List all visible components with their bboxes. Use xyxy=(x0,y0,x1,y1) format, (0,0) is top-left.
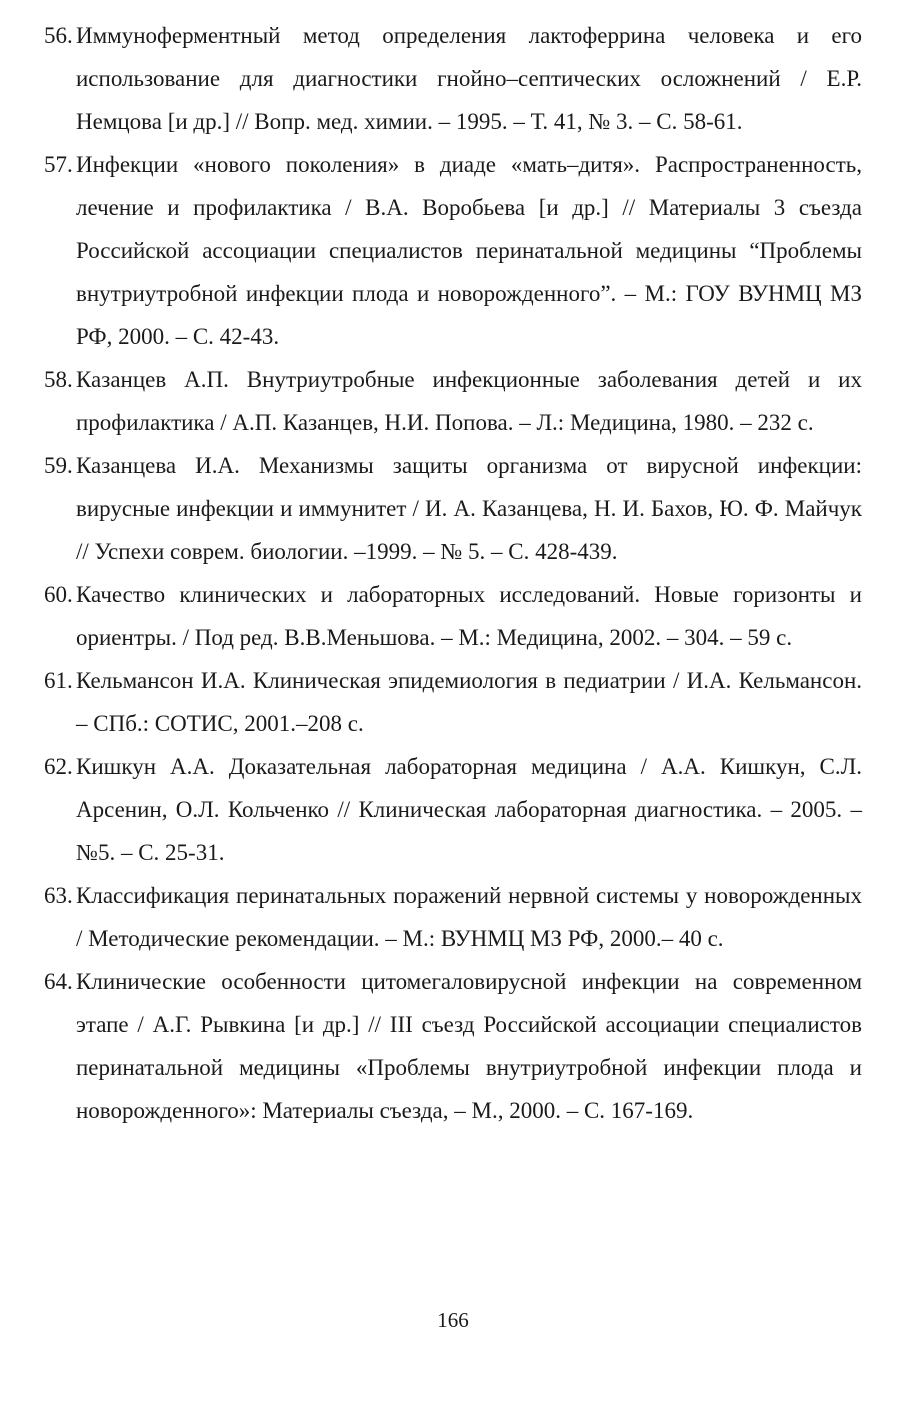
reference-number: 58. xyxy=(44,367,73,392)
reference-item xyxy=(44,659,862,745)
reference-text: Клинические особенности цитомегаловирусной инфекции на современном этапе / А.Г. Рывкина [и др.] // III съезд Российской ассоциации специалистов перинатальной медицины «Проблемы внутриутробной инфекции плода и новорожденного»: Материалы съезда, – М., 2000. – С. 167-169. xyxy=(76,969,862,1123)
reference-number: 64. xyxy=(44,969,73,994)
reference-text: Классификация перинатальных поражений нервной системы у новорожденных / Методические рекомендации. – М.: ВУНМЦ МЗ РФ, 2000.– 40 с. xyxy=(76,883,862,951)
reference-item xyxy=(44,358,862,444)
reference-item xyxy=(44,444,862,573)
reference-text: Качество клинических и лабораторных исследований. Новые горизонты и ориентры. / Под ред. В.В.Меньшова. – М.: Медицина, 2002. – 304. – 59 с. xyxy=(76,582,862,650)
reference-number: 60. xyxy=(44,582,73,607)
reference-number: 57. xyxy=(44,152,73,177)
reference-item xyxy=(44,14,862,143)
reference-item xyxy=(44,745,862,874)
reference-text: Казанцева И.А. Механизмы защиты организма от вирусной инфекции: вирусные инфекции и иммунитет / И. А. Казанцева, Н. И. Бахов, Ю. Ф. Майчук // Успехи соврем. биологии. –1999. – № 5. – С. 428-439. xyxy=(76,453,862,564)
reference-item xyxy=(44,874,862,960)
reference-list xyxy=(44,14,862,1132)
reference-item xyxy=(44,960,862,1132)
reference-text: Иммуноферментный метод определения лактоферрина человека и его использование для диагностики гнойно–септических осложнений / Е.Р. Немцова [и др.] // Вопр. мед. химии. – 1995. – Т. 41, № 3. – С. 58-61. xyxy=(76,23,862,134)
reference-number: 61. xyxy=(44,668,73,693)
reference-item xyxy=(44,573,862,659)
reference-number: 59. xyxy=(44,453,73,478)
reference-text: Кишкун А.А. Доказательная лабораторная медицина / А.А. Кишкун, С.Л. Арсенин, О.Л. Кольченко // Клиническая лабораторная диагностика. – 2005. – №5. – С. 25-31. xyxy=(76,754,862,865)
page-number: 166 xyxy=(437,1308,469,1332)
reference-text: Казанцев А.П. Внутриутробные инфекционные заболевания детей и их профилактика / А.П. Казанцев, Н.И. Попова. – Л.: Медицина, 1980. – 232 с. xyxy=(76,367,862,435)
reference-number: 56. xyxy=(44,23,73,48)
reference-number: 63. xyxy=(44,883,73,908)
reference-text: Кельмансон И.А. Клиническая эпидемиология в педиатрии / И.А. Кельмансон. – СПб.: СОТИС, 2001.–208 с. xyxy=(76,668,862,736)
reference-item xyxy=(44,143,862,358)
reference-number: 62. xyxy=(44,754,73,779)
reference-text: Инфекции «нового поколения» в диаде «мать–дитя». Распространенность, лечение и профилактика / В.А. Воробьева [и др.] // Материалы 3 съезда Российской ассоциации специалистов перинатальной медицины “Проблемы внутриутробной инфекции плода и новорожденного”. – М.: ГОУ ВУНМЦ МЗ РФ, 2000. – С. 42-43. xyxy=(76,152,862,349)
